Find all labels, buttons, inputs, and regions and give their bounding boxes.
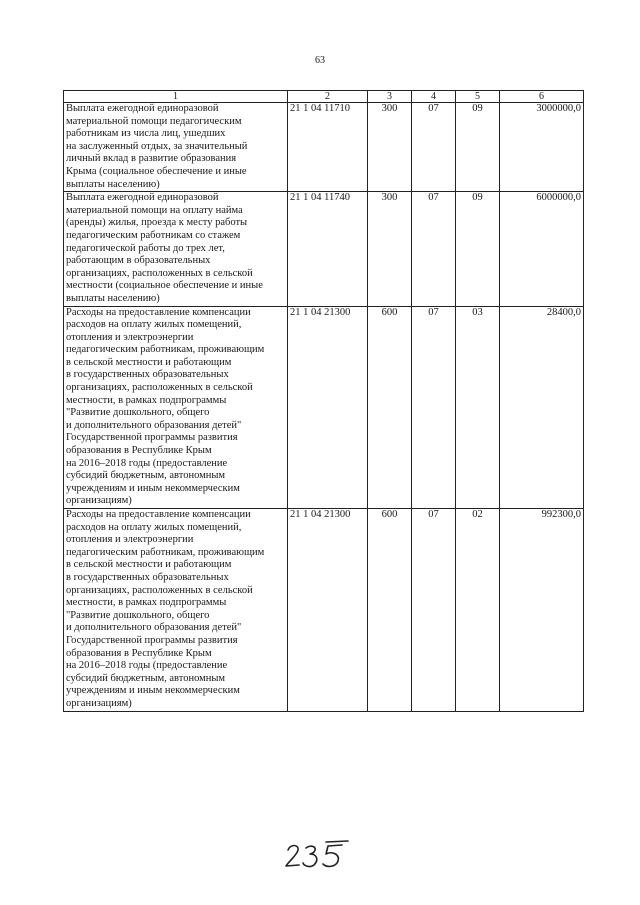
table-row bbox=[64, 192, 584, 306]
row-code: 21 1 04 11740 bbox=[288, 192, 368, 306]
row-amount: 3000000,0 bbox=[500, 103, 584, 192]
row-subsection: 02 bbox=[456, 509, 500, 712]
row-expense-type: 600 bbox=[368, 509, 412, 712]
table-row bbox=[64, 306, 584, 509]
row-amount: 992300,0 bbox=[500, 509, 584, 712]
handwritten-page-mark bbox=[282, 838, 352, 874]
column-header: 4 bbox=[412, 91, 456, 103]
page-number: 63 bbox=[315, 55, 325, 66]
row-subsection: 09 bbox=[456, 103, 500, 192]
column-header: 1 bbox=[64, 91, 288, 103]
row-code: 21 1 04 21300 bbox=[288, 306, 368, 509]
row-amount: 6000000,0 bbox=[500, 192, 584, 306]
column-header: 5 bbox=[456, 91, 500, 103]
row-code: 21 1 04 21300 bbox=[288, 509, 368, 712]
row-expense-type: 300 bbox=[368, 103, 412, 192]
row-code: 21 1 04 11710 bbox=[288, 103, 368, 192]
row-description: Выплата ежегодной единоразовой материальной помощи педагогическим работникам из числа лиц, ушедших на заслуженный отдых, за значительный личный вклад в развитие образования Крыма (социальное обеспечение и иные выплаты населению) bbox=[64, 103, 288, 192]
table-header-row bbox=[64, 91, 584, 103]
row-subsection: 03 bbox=[456, 306, 500, 509]
row-amount: 28400,0 bbox=[500, 306, 584, 509]
table-row bbox=[64, 103, 584, 192]
table-row bbox=[64, 509, 584, 712]
budget-table bbox=[63, 90, 584, 712]
row-subsection: 09 bbox=[456, 192, 500, 306]
column-header: 3 bbox=[368, 91, 412, 103]
row-description: Выплата ежегодной единоразовой материальной помощи на оплату найма (аренды) жилья, проезда к месту работы педагогическим работникам со стажем педагогической работы до трех лет, работающим в образовательных организациях, расположенных в сельской местности (социальное обеспечение и иные выплаты населению) bbox=[64, 192, 288, 306]
row-section: 07 bbox=[412, 192, 456, 306]
column-header: 6 bbox=[500, 91, 584, 103]
row-expense-type: 300 bbox=[368, 192, 412, 306]
row-section: 07 bbox=[412, 306, 456, 509]
row-description: Расходы на предоставление компенсации расходов на оплату жилых помещений, отопления и электроэнергии педагогическим работникам, проживающим в сельской местности и работающим в государственных образовательных организациях, расположенных в сельской местности, в рамках подпрограммы "Развитие дошкольного, общего и дополнительного образования детей" Государственной программы развития образования в Республике Крым на 2016–2018 годы (предоставление субсидий бюджетным, автономным учреждениям и иным некоммерческим организациям) bbox=[64, 306, 288, 509]
row-description: Расходы на предоставление компенсации расходов на оплату жилых помещений, отопления и электроэнергии педагогическим работникам, проживающим в сельской местности и работающим в государственных образовательных организациях, расположенных в сельской местности, в рамках подпрограммы "Развитие дошкольного, общего и дополнительного образования детей" Государственной программы развития образования в Республике Крым на 2016–2018 годы (предоставление субсидий бюджетным, автономным учреждениям и иным некоммерческим организациям) bbox=[64, 509, 288, 712]
row-expense-type: 600 bbox=[368, 306, 412, 509]
column-header: 2 bbox=[288, 91, 368, 103]
row-section: 07 bbox=[412, 509, 456, 712]
row-section: 07 bbox=[412, 103, 456, 192]
